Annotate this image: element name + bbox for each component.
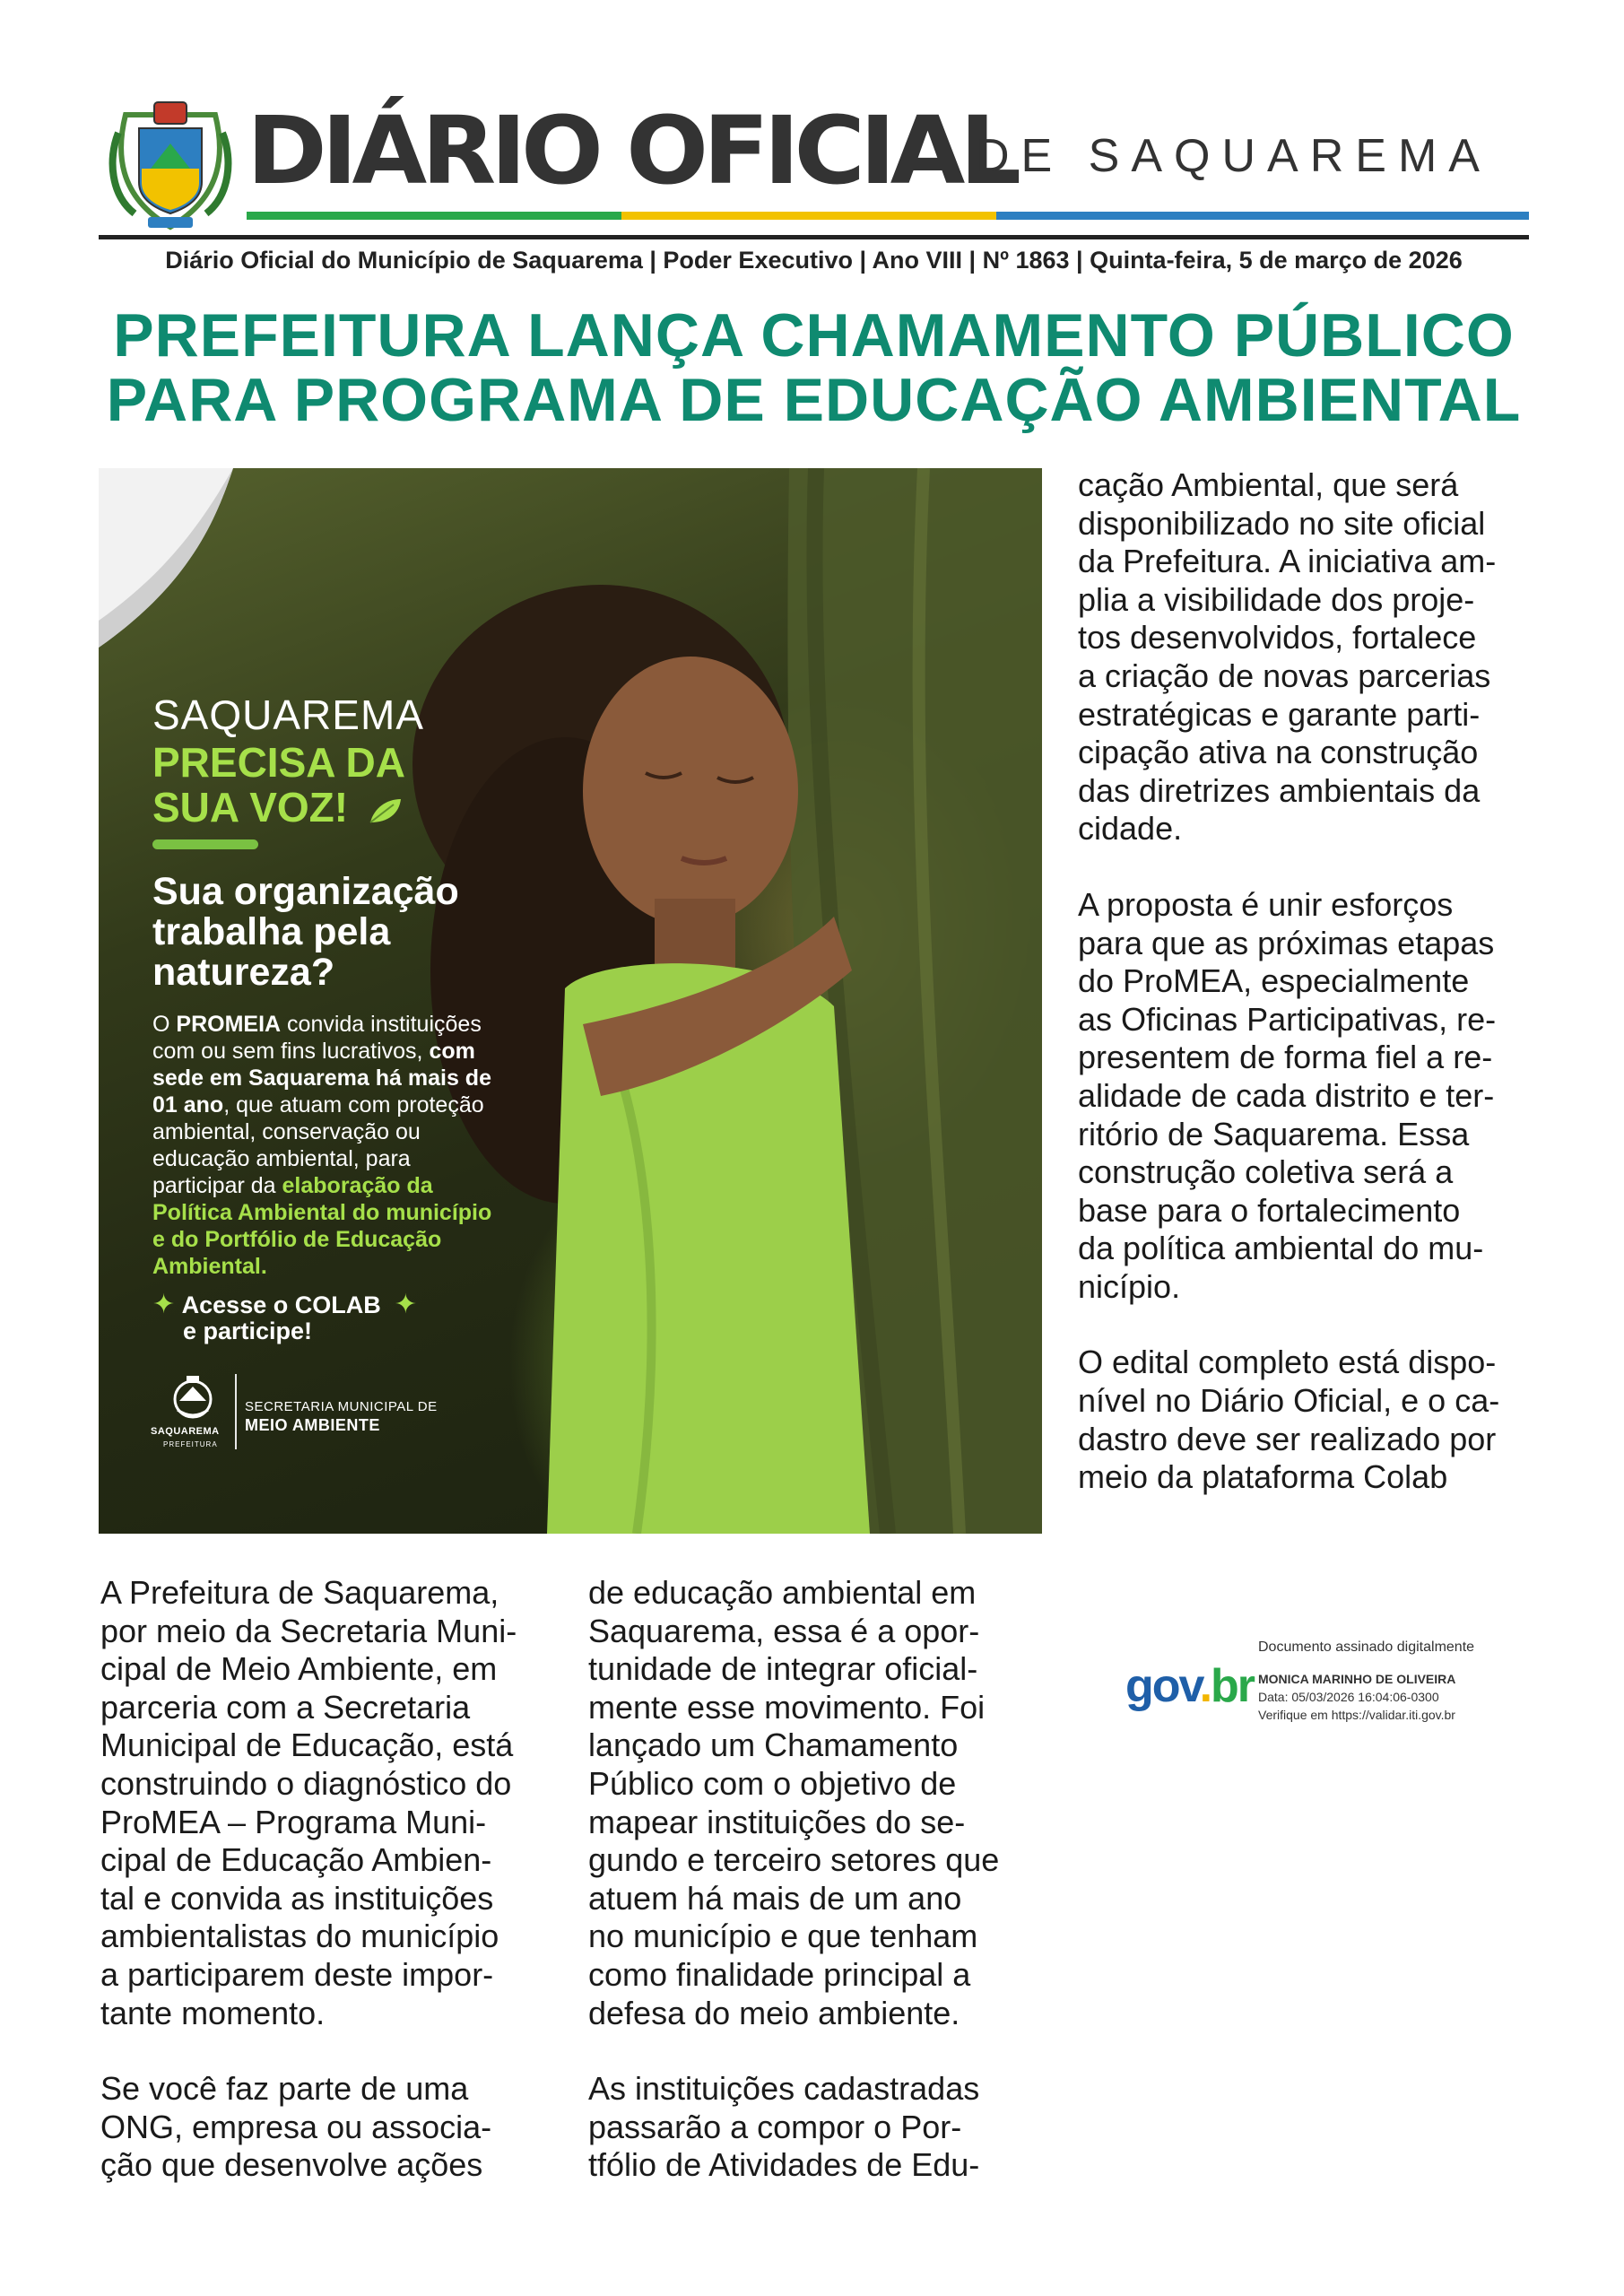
poster-body: [152, 1011, 574, 1280]
poster-body-line: ambiental, conservação ou: [152, 1119, 421, 1144]
article-line: a participarem deste impor-: [100, 1955, 494, 1993]
poster-secretaria-line-1: SECRETARIA MUNICIPAL DE: [245, 1399, 438, 1414]
poster-logo-sub: PREFEITURA: [163, 1440, 218, 1448]
article-line: ProMEA – Programa Muni-: [100, 1803, 487, 1840]
article-line: tfólio de Atividades de Edu-: [588, 2146, 980, 2184]
campaign-poster: [99, 468, 1042, 1534]
article-line: cipação ativa na construção: [1078, 734, 1479, 771]
poster-logo-divider: [235, 1374, 237, 1449]
text-bold: 01 ano: [152, 1092, 224, 1118]
poster-question-line: natureza?: [152, 951, 335, 994]
article-paragraph: [1078, 466, 1533, 848]
headline-line-2: PARA PROGRAMA DE EDUCAÇÃO AMBIENTAL: [106, 366, 1522, 434]
leaf-icon: [367, 796, 403, 826]
article-paragraph: [1078, 1344, 1533, 1496]
article-line: passarão a compor o Por-: [588, 2108, 962, 2145]
article-line: as Oficinas Participativas, re-: [1078, 1000, 1497, 1038]
article-line: lançado um Chamamento: [588, 1726, 959, 1764]
poster-heading-line-1: PRECISA DA: [152, 739, 405, 786]
promeia-name: PROMEIA: [176, 1012, 282, 1037]
article-line: meio da plataforma Colab: [1078, 1458, 1448, 1496]
poster-body-line: [152, 1038, 574, 1065]
article-line: estratégicas e garante parti-: [1078, 695, 1481, 733]
text: participar da: [152, 1173, 282, 1198]
article-line: nível no Diário Oficial, e o ca-: [1078, 1382, 1500, 1420]
masthead-rule: [99, 235, 1529, 239]
poster-body-line: e do Portfólio de Educação: [152, 1227, 442, 1252]
article-line: A Prefeitura de Saquarema,: [100, 1574, 499, 1611]
signature-title: Documento assinado digitalmente: [1258, 1639, 1475, 1655]
stripe-blue: [996, 212, 1529, 220]
masthead-subtitle: DE SAQUAREMA: [976, 130, 1491, 182]
article-line: disponibilizado no site oficial: [1078, 504, 1486, 542]
article-line: tal e convida as instituições: [100, 1879, 494, 1917]
poster-body-line: [152, 1011, 574, 1038]
article-line: ambientalistas do município: [100, 1918, 499, 1955]
poster-region: SAQUAREMA: [152, 691, 424, 738]
poster-body-line: Política Ambiental do município: [152, 1200, 492, 1225]
article-line: da política ambiental do mu-: [1078, 1230, 1484, 1267]
article-line: atuem há mais de um ano: [588, 1879, 962, 1917]
article-line: A proposta é unir esforços: [1078, 885, 1454, 923]
article-line: cidade.: [1078, 810, 1183, 848]
poster-body-line: [152, 1091, 574, 1118]
saquarema-crest-icon: [99, 97, 242, 231]
article-line: gundo e terceiro setores que: [588, 1841, 1000, 1879]
poster-heading-line-2: [152, 786, 403, 829]
gov-logo-gov: gov: [1125, 1660, 1200, 1712]
article-line: do ProMEA, especialmente: [1078, 962, 1470, 1000]
article-line: mente esse movimento. Foi: [588, 1688, 986, 1726]
article-line: construindo o diagnóstico do: [100, 1764, 512, 1802]
poster-logo-name: SAQUAREMA: [151, 1426, 220, 1437]
article-line: por meio da Secretaria Muni-: [100, 1612, 517, 1649]
article-line: da Prefeitura. A iniciativa am-: [1078, 543, 1497, 580]
article-line: plia a visibilidade dos proje-: [1078, 580, 1475, 618]
article-line: O edital completo está dispo-: [1078, 1344, 1497, 1381]
article-paragraph: [100, 2070, 556, 2185]
article-column-right: [1078, 466, 1533, 1497]
article-line: ção que desenvolve ações: [100, 2146, 483, 2184]
sparkle-icon: ✦: [394, 1290, 417, 1319]
poster-question: [152, 872, 565, 993]
poster-body-line: [152, 1172, 574, 1199]
article-line: ritório de Saquarema. Essa: [1078, 1115, 1470, 1152]
article-column-middle: [588, 1574, 1044, 2185]
article-paragraph: [1078, 886, 1533, 1307]
article-line: tos desenvolvidos, fortalece: [1078, 619, 1477, 657]
text-bold: com: [429, 1039, 475, 1064]
article-line: no município e que tenham: [588, 1918, 978, 1955]
poster-question-line: Sua organização: [152, 870, 459, 913]
article-paragraph: [100, 1574, 556, 2032]
poster-body-line: sede em Saquarema há mais de: [152, 1065, 491, 1091]
cta-line-1: [152, 1292, 417, 1318]
gov-logo-dot: .: [1199, 1660, 1211, 1712]
article-line: defesa do meio ambiente.: [588, 1994, 960, 2031]
sparkle-icon: ✦: [152, 1290, 176, 1319]
article-line: Municipal de Educação, está: [100, 1726, 514, 1764]
poster-accent-bar: [152, 839, 258, 849]
article-line: para que as próximas etapas: [1078, 924, 1495, 961]
article-line: tunidade de integrar oficial-: [588, 1650, 978, 1688]
text-highlight: elaboração da: [282, 1173, 433, 1198]
article-headline: [99, 303, 1529, 432]
gov-logo-br: br: [1211, 1660, 1255, 1712]
article-line: alidade de cada distrito e ter-: [1078, 1076, 1495, 1114]
article-line: dastro deve ser realizado por: [1078, 1420, 1497, 1457]
poster-body-line: educação ambiental, para: [152, 1146, 411, 1171]
article-line: mapear instituições do se-: [588, 1803, 966, 1840]
article-line: As instituições cadastradas: [588, 2070, 980, 2108]
poster-body-line: Ambiental.: [152, 1254, 267, 1279]
article-line: cipal de Educação Ambien-: [100, 1841, 492, 1879]
article-line: cação Ambiental, que será: [1078, 466, 1459, 503]
article-line: de educação ambiental em: [588, 1574, 977, 1611]
edition-line: Diário Oficial do Município de Saquarema | Poder Executivo | Ano VIII | Nº 1863 | Quinta-feira, 5 de março de 2026: [165, 247, 1463, 274]
article-paragraph: [588, 1574, 1044, 2032]
article-line: parceria com a Secretaria: [100, 1688, 471, 1726]
article-line: como finalidade principal a: [588, 1955, 971, 1993]
signature-verify-link[interactable]: Verifique em https://validar.iti.gov.br: [1258, 1708, 1455, 1722]
article-line: nicípio.: [1078, 1267, 1181, 1305]
text: com ou sem fins lucrativos,: [152, 1039, 430, 1064]
poster-secretaria-line-2: MEIO AMBIENTE: [245, 1416, 380, 1434]
masthead-title: DIÁRIO OFICIAL: [247, 96, 1016, 205]
gov-br-logo: [1125, 1660, 1255, 1712]
poster-call-to-action: [152, 1292, 417, 1344]
signature-date: Data: 05/03/2026 16:04:06-0300: [1258, 1690, 1439, 1704]
stripe-green: [247, 212, 621, 220]
article-line: ONG, empresa ou associa-: [100, 2108, 492, 2145]
article-paragraph: [588, 2070, 1044, 2185]
article-line: a criação de novas parcerias: [1078, 657, 1491, 694]
page-curl-decoration: [99, 468, 278, 648]
masthead-color-stripe: [247, 212, 1529, 220]
article-line: Se você faz parte de uma: [100, 2070, 469, 2108]
article-line: Público com o objetivo de: [588, 1764, 957, 1802]
article-line: construção coletiva será a: [1078, 1153, 1454, 1191]
article-line: base para o fortalecimento: [1078, 1191, 1461, 1229]
cta-text: Acesse o COLAB: [181, 1292, 381, 1318]
cta-line-2: e participe!: [183, 1318, 313, 1344]
article-column-left: [100, 1574, 556, 2185]
masthead: [99, 97, 1529, 240]
headline-line-1: PREFEITURA LANÇA CHAMAMENTO PÚBLICO: [113, 301, 1515, 370]
article-line: Saquarema, essa é a opor-: [588, 1612, 980, 1649]
stripe-yellow: [621, 212, 996, 220]
text: O: [152, 1012, 177, 1037]
poster-heading-text: SUA VOZ!: [152, 784, 349, 831]
poster-question-line: trabalha pela: [152, 910, 391, 953]
article-line: presentem de forma fiel a re-: [1078, 1039, 1493, 1076]
text: , que atuam com proteção: [223, 1092, 484, 1118]
text: convida instituições: [281, 1012, 482, 1037]
digital-signature-block: [1125, 1634, 1583, 1733]
signer-name: MONICA MARINHO DE OLIVEIRA: [1258, 1672, 1456, 1686]
article-line: tante momento.: [100, 1994, 326, 2031]
article-line: das diretrizes ambientais da: [1078, 771, 1481, 809]
article-line: cipal de Meio Ambiente, em: [100, 1650, 498, 1688]
